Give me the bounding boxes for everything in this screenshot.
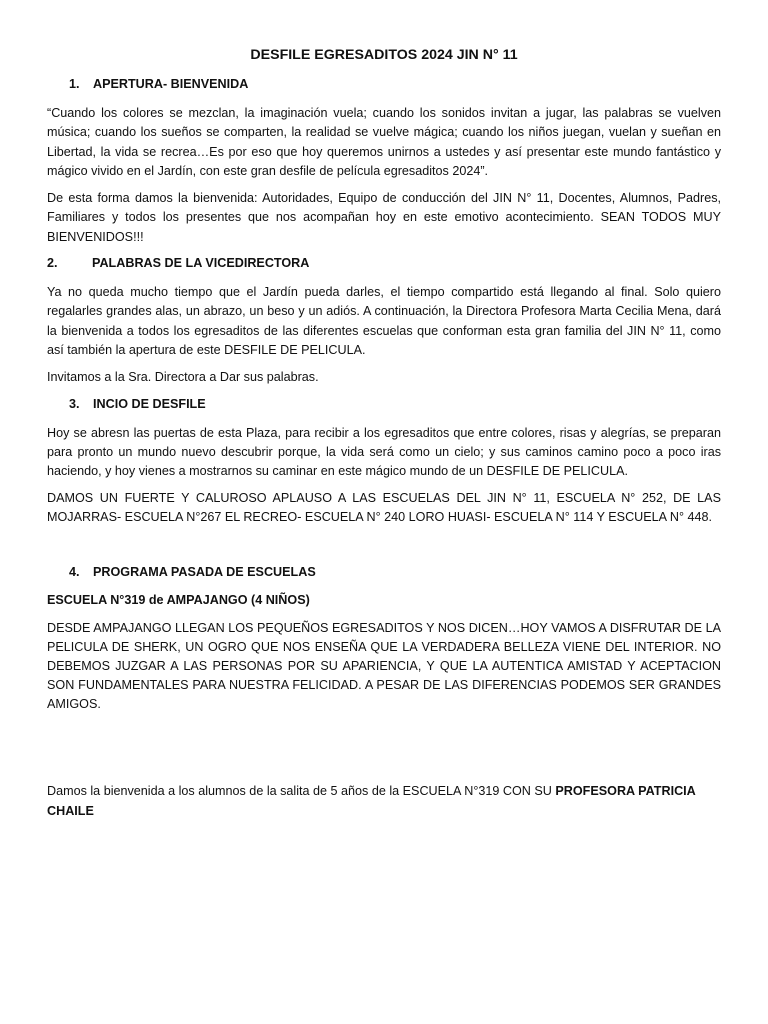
blank-space xyxy=(47,722,721,781)
section-number: 3. xyxy=(69,396,80,411)
closing-bold-text: PROFESORA PATRICIA CHAILE xyxy=(47,784,696,819)
section-heading-text: PALABRAS DE LA VICEDIRECTORA xyxy=(92,256,310,271)
section-heading-inicio-desfile xyxy=(47,396,721,413)
paragraph: DESDE AMPAJANGO LLEGAN LOS PEQUEÑOS EGRESADITOS Y NOS DICEN…HOY VAMOS A DISFRUTAR DE LA PELICULA DE SHERK, UN OGRO QUE NOS ENSEÑA QUE LA VERDADERA BELLEZA VIENE DEL INTERIOR. NO DEBEMOS JUZGAR A LAS PERSONAS POR SU APARIENCIA, Y QUE LA AUTENTICA AMISTAD Y ACEPTACION SON FUNDAMENTALES PARA NUESTRA FELICIDAD. A PESAR DE LAS DIFERENCIAS PODEMOS SER GRANDES AMIGOS. xyxy=(47,621,721,712)
paragraph: “Cuando los colores se mezclan, la imaginación vuela; cuando los sonidos invitan a jugar, las palabras se vuelven música; cuando los sueños se comparten, la realidad se vuelve mágica; cuando los niños juegan, vuelan y sueñan en Libertad, la vida se recrea…Es por eso que hoy queremos unirnos a ustedes y así presentar este mundo fantástico y mágico vivido en el Jardín, con este gran desfile de película egresaditos 2024”. xyxy=(47,106,721,178)
paragraph: Hoy se abresn las puertas de esta Plaza, para recibir a los egresaditos que entre colores, risas y alegrías, se preparan para pronto un mundo nuevo descubrir porque, la vida será como un cielo; y sus caminos camino poco a poco iras haciendo, y hoy vienes a mostrarnos su caminar en este mágico mundo de un DESFILE DE PELICULA. xyxy=(47,425,721,479)
paragraph: De esta forma damos la bienvenida: Autoridades, Equipo de conducción del JIN N° 11, Docentes, Alumnos, Padres, Familiares y todos los presentes que nos acompañan hoy en este emotivo acontecimiento. SEAN TODOS MUY BIENVENIDOS!!! xyxy=(47,191,721,244)
section-heading-vicedirectora xyxy=(47,255,721,272)
section-number: 1. xyxy=(69,77,80,91)
school-heading: ESCUELA N°319 de AMPAJANGO (4 NIÑOS) xyxy=(47,593,310,608)
document-title: DESFILE EGRESADITOS 2024 JIN N° 11 xyxy=(250,47,518,63)
paragraph: DAMOS UN FUERTE Y CALUROSO APLAUSO A LAS ESCUELAS DEL JIN N° 11, ESCUELA N° 252, DE LAS MOJARRAS- ESCUELA N°267 EL RECREO- ESCUELA N° 240 LORO HUASI- ESCUELA N° 114 Y ESCUELA N° 448. xyxy=(47,491,721,525)
paragraph: Invitamos a la Sra. Directora a Dar sus palabras. xyxy=(47,370,319,385)
section-heading-text: APERTURA- BIENVENIDA xyxy=(93,77,249,91)
closing-paragraph xyxy=(47,781,721,821)
section-heading-text: INCIO DE DESFILE xyxy=(93,396,206,411)
section-heading-programa xyxy=(47,564,721,581)
section-heading-text: PROGRAMA PASADA DE ESCUELAS xyxy=(93,565,316,580)
section-number: 2. xyxy=(47,256,58,271)
paragraph: Ya no queda mucho tiempo que el Jardín pueda darles, el tiempo compartido está llegando al final. Solo quiero regalarles grandes alas, un abrazo, un beso y un adiós. A continuación, la Directora Profesora Marta Cecilia Mena, dará la bienvenida a todos los egresaditos de las diferentes escuelas que conforman esta gran familia del JIN N° 11, como así también la apertura de este DESFILE DE PELICULA. xyxy=(47,285,721,357)
closing-text: Damos la bienvenida a los alumnos de la salita de 5 años de la ESCUELA N°319 CON SU xyxy=(47,784,556,799)
section-heading-apertura xyxy=(47,76,721,93)
blank-space xyxy=(47,535,721,564)
section-number: 4. xyxy=(69,565,80,580)
